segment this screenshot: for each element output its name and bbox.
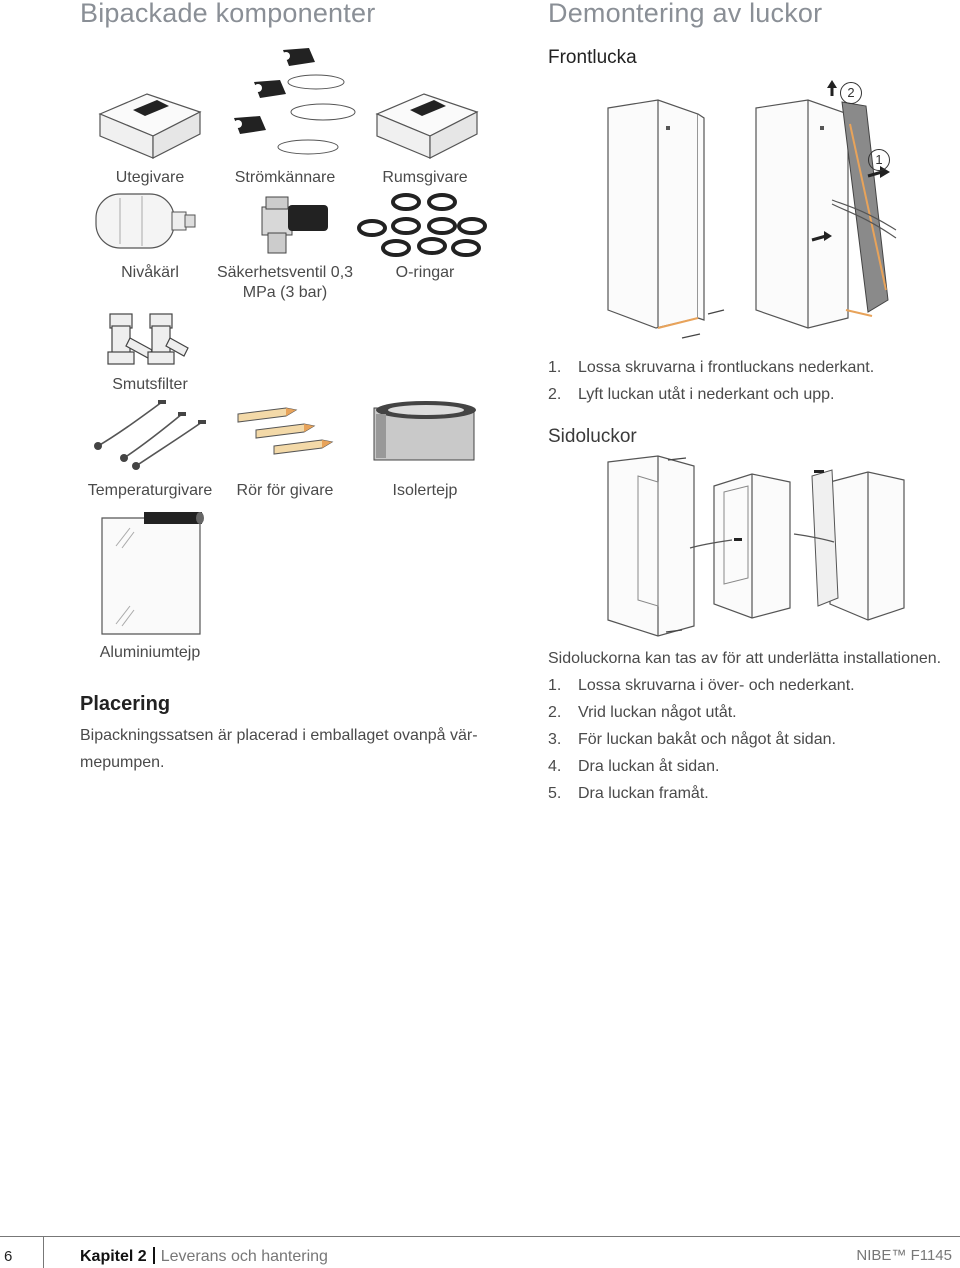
frontlucka-illustration bbox=[598, 80, 898, 340]
badge-1: 1 bbox=[868, 149, 890, 171]
caption-sakerhetsventil-line2: MPa (3 bar) bbox=[242, 284, 328, 301]
aluminiumtejp-illustration bbox=[96, 508, 208, 638]
step-number: 2. bbox=[548, 704, 562, 721]
caption-nivakarl: Nivåkärl bbox=[121, 264, 179, 281]
step-text: Lyft luckan utåt i nederkant och upp. bbox=[578, 386, 835, 403]
step-text: För luckan bakåt och något åt sidan. bbox=[578, 731, 836, 748]
oringar-illustration bbox=[356, 192, 486, 258]
ror-illustration bbox=[232, 402, 342, 452]
step-text: Dra luckan åt sidan. bbox=[578, 758, 720, 775]
caption-isolertejp: Isolertejp bbox=[392, 482, 458, 499]
caption-temperaturgivare: Temperaturgivare bbox=[87, 482, 213, 499]
caption-aluminiumtejp: Aluminiumtejp bbox=[99, 644, 201, 661]
smutsfilter-illustration bbox=[100, 308, 196, 370]
step-text: Dra luckan framåt. bbox=[578, 785, 709, 802]
frontlucka-step bbox=[548, 354, 948, 381]
sakerhetsventil-illustration bbox=[248, 195, 338, 257]
sidoluckor-step bbox=[548, 780, 958, 807]
footer-chapter bbox=[80, 1247, 328, 1266]
step-number: 1. bbox=[548, 359, 562, 376]
frontlucka-step bbox=[548, 381, 948, 408]
step-number: 5. bbox=[548, 785, 562, 802]
chapter-label: Kapitel 2 bbox=[80, 1248, 147, 1265]
utegivare-illustration bbox=[95, 92, 205, 162]
sidoluckor-step bbox=[548, 726, 958, 753]
step-text: Vrid luckan något utåt. bbox=[578, 704, 737, 721]
footer-brand: NIBE™ F1145 bbox=[856, 1247, 952, 1264]
sidoluckor-step bbox=[548, 699, 958, 726]
sidoluckor-step bbox=[548, 672, 958, 699]
right-title: Demontering av luckor bbox=[548, 0, 823, 28]
sidoluckor-intro: Sidoluckorna kan tas av för att underlätta installationen. bbox=[548, 650, 942, 667]
caption-smutsfilter: Smutsfilter bbox=[112, 376, 188, 393]
page-number: 6 bbox=[4, 1248, 13, 1265]
sidoluckor-steps bbox=[548, 672, 958, 807]
footer-rule bbox=[0, 1236, 960, 1237]
temperaturgivare-illustration bbox=[90, 398, 210, 470]
step-text: Lossa skruvarna i frontluckans nederkant. bbox=[578, 359, 875, 376]
chapter-separator bbox=[153, 1247, 155, 1264]
frontlucka-steps bbox=[548, 354, 948, 408]
caption-sakerhetsventil bbox=[205, 263, 365, 303]
footer-divider bbox=[43, 1236, 44, 1268]
caption-rumsgivare: Rumsgivare bbox=[382, 169, 468, 186]
sidoluckor-step bbox=[548, 753, 958, 780]
nivakarl-illustration bbox=[92, 190, 202, 252]
section-label: Leverans och hantering bbox=[160, 1248, 328, 1265]
placering-line2: mepumpen. bbox=[80, 754, 165, 771]
stromkannare-illustration bbox=[228, 42, 358, 162]
step-number: 3. bbox=[548, 731, 562, 748]
caption-ror: Rör för givare bbox=[236, 482, 334, 499]
caption-oringar: O-ringar bbox=[395, 264, 455, 281]
badge-2: 2 bbox=[840, 82, 862, 104]
placering-line1: Bipackningssatsen är placerad i emballaget ovanpå vär- bbox=[80, 727, 478, 744]
step-number: 1. bbox=[548, 677, 562, 694]
left-title: Bipackade komponenter bbox=[80, 0, 376, 28]
caption-utegivare: Utegivare bbox=[115, 169, 185, 186]
caption-stromkannare: Strömkännare bbox=[234, 169, 336, 186]
frontlucka-heading: Frontlucka bbox=[548, 47, 637, 68]
placering-heading: Placering bbox=[80, 693, 171, 715]
step-number: 2. bbox=[548, 386, 562, 403]
caption-sakerhetsventil-line1: Säkerhetsventil 0,3 bbox=[216, 264, 354, 281]
sidoluckor-illustration bbox=[598, 452, 928, 642]
rumsgivare-illustration bbox=[372, 92, 482, 162]
isolertejp-illustration bbox=[368, 398, 480, 468]
step-number: 4. bbox=[548, 758, 562, 775]
sidoluckor-heading: Sidoluckor bbox=[548, 426, 637, 447]
step-text: Lossa skruvarna i över- och nederkant. bbox=[578, 677, 855, 694]
placering-text bbox=[80, 722, 500, 776]
